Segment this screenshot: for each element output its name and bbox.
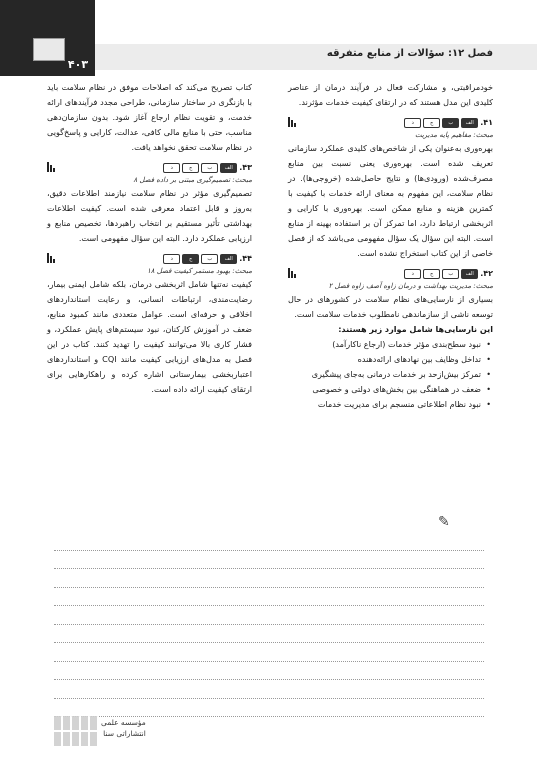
- answer-badge: د: [163, 254, 180, 264]
- publisher-logo: [101, 717, 146, 739]
- question-topic: مبحث: تصمیم‌گیری مبتنی بر داده فصل ۸: [133, 176, 252, 184]
- signal-bars-icon: [288, 117, 296, 127]
- note-line: [54, 532, 484, 551]
- signal-bars-icon: [288, 268, 296, 278]
- list-item: • نبود سطح‌بندی مؤثر خدمات (ارجاع ناکارآمد): [288, 337, 481, 352]
- answer-badge: د: [163, 163, 180, 173]
- question-number: ۴۱.: [480, 118, 493, 127]
- note-line: [54, 551, 484, 570]
- question-topic: مبحث: مفاهیم پایه مدیریت: [414, 131, 493, 139]
- question-41-header: [288, 116, 493, 129]
- publisher-line: انتشاراتی سنا: [103, 729, 146, 738]
- signal-bars-icon: [47, 253, 55, 263]
- note-line: [54, 569, 484, 588]
- list-item: • نبود نظام اطلاعاتی منسجم برای مدیریت خدمات: [288, 397, 481, 412]
- note-line: [54, 625, 484, 644]
- note-line: [54, 588, 484, 607]
- question-42-header: [288, 267, 493, 280]
- pen-icon: ✎: [438, 514, 450, 530]
- question-topic: مبحث: بهبود مستمر کیفیت فصل ۱۸: [147, 267, 252, 275]
- list-intro: این نارسایی‌ها شامل موارد زیر هستند:: [338, 324, 493, 334]
- bullet-list: [288, 337, 493, 412]
- answer-text: بهره‌وری به‌عنوان یکی از شاخص‌های کلیدی عملکرد سازمانی تعریف شده است. بهره‌وری یعنی نسبت بین منابع مصرف‌شده (ورودی‌ها) و نتایج حاصل‌شده (خروجی‌ها). در نظام سلامت، این مفهوم به معنای ارائه خدمات با کیفیت با کمترین هزینه و منابع ممکن است. بهره‌وری با کارایی و اثربخشی ارتباط دارد، اما تمرکز آن بر استفاده بهینه از منابع است. البته این سؤال یک سؤال مفهومی می‌باشد که از فصل خاصی از این کتاب استخراج نشده است.: [288, 143, 493, 258]
- answer-badge: ب: [442, 269, 459, 279]
- answer-badge: الف: [220, 254, 237, 264]
- question-topic: مبحث: مدیریت بهداشت و درمان زاوه آصف زاوه فصل ۲: [328, 282, 493, 290]
- answer-badge: الف: [461, 269, 478, 279]
- answer-badge: الف: [220, 163, 237, 173]
- answer-badge: ج: [182, 254, 199, 264]
- page-number: ۴۰۳: [67, 58, 89, 71]
- question-number: ۴۴.: [239, 254, 252, 263]
- note-line: [54, 680, 484, 699]
- answer-badge: ب: [442, 118, 459, 128]
- question-number: ۴۳.: [239, 163, 252, 172]
- answer-badge: ب: [201, 163, 218, 173]
- question-43-header: [47, 161, 252, 174]
- answer-text: کیفیت نه‌تنها شامل اثربخشی درمان، بلکه شامل ایمنی بیمار، رضایت‌مندی، ارتباطات انسانی، و رعایت استانداردهای اخلاقی و حرفه‌ای است. عوامل متعددی مانند کمبود منابع، ضعف در آموزش کارکنان، نبود سیستم‌های پایش عملکرد، و فشار کاری بالا می‌توانند کیفیت را تهدید کنند. کتاب در این فصل به مدل‌های ارزیابی کیفیت مانند CQI و استانداردهای اعتباربخشی بیمارستانی اشاره کرده و راهکارهایی برای ارتقای کیفیت ارائه داده است.: [47, 279, 253, 394]
- list-item: • تداخل وظایف بین نهادهای ارائه‌دهنده: [288, 352, 481, 367]
- answer-badge: ج: [182, 163, 199, 173]
- signal-bars-icon: [47, 162, 55, 172]
- left-intro-text: کتاب تصریح می‌کند که اصلاحات موفق در نظام سلامت باید با بازنگری در ساختار سازمانی، طراحی مجدد فرآیندهای ارائه خدمت، و تقویت نظام ارجاع آغاز شود. بدون سازمان‌دهی مناسب، حتی با منابع مالی کافی، عدالت، کارایی و پاسخ‌گویی در نظام سلامت تحقق نخواهد یافت.: [47, 82, 252, 152]
- footer-pattern: [54, 716, 98, 746]
- question-number: ۴۲.: [480, 269, 493, 278]
- answer-badge: د: [404, 118, 421, 128]
- notes-lines: [54, 532, 484, 717]
- list-item: • تمرکز بیش‌ازحد بر خدمات درمانی به‌جای پیشگیری: [288, 367, 481, 382]
- question-44-header: [47, 252, 252, 265]
- note-line: [54, 606, 484, 625]
- note-line: [54, 699, 484, 718]
- answer-badge: ج: [423, 269, 440, 279]
- note-line: [54, 662, 484, 681]
- list-item: • ضعف در هماهنگی بین بخش‌های دولتی و خصوصی: [288, 382, 481, 397]
- publisher-line: مؤسسه علمی: [101, 718, 146, 727]
- answer-badge: ب: [201, 254, 218, 264]
- answer-badge: الف: [461, 118, 478, 128]
- note-line: [54, 643, 484, 662]
- answer-badge: د: [404, 269, 421, 279]
- answer-text: تصمیم‌گیری مؤثر در نظام سلامت نیازمند اطلاعات دقیق، به‌روز و قابل اعتماد معرفی شده است. کیفیت اطلاعات بهداشتی تأثیر مستقیم بر انتخاب راهبردها، تخصیص منابع و ارزیابی عملکرد دارد. البته این سؤال مفهومی است.: [47, 188, 252, 243]
- answer-badge: ج: [423, 118, 440, 128]
- left-column: [47, 80, 252, 397]
- right-intro-text: خودمراقبتی، و مشارکت فعال در فرآیند درمان از عناصر کلیدی این مدل هستند که در ارتقای کیفیت خدمات مؤثرند.: [288, 82, 493, 107]
- chapter-title: فصل ۱۲: سؤالات از منابع متفرقه: [326, 48, 493, 59]
- answer-text: بسیاری از نارسایی‌های نظام سلامت در کشورهای در حال توسعه ناشی از سازماندهی نامطلوب خدمات سلامت است.: [288, 294, 493, 319]
- right-column: [288, 80, 493, 412]
